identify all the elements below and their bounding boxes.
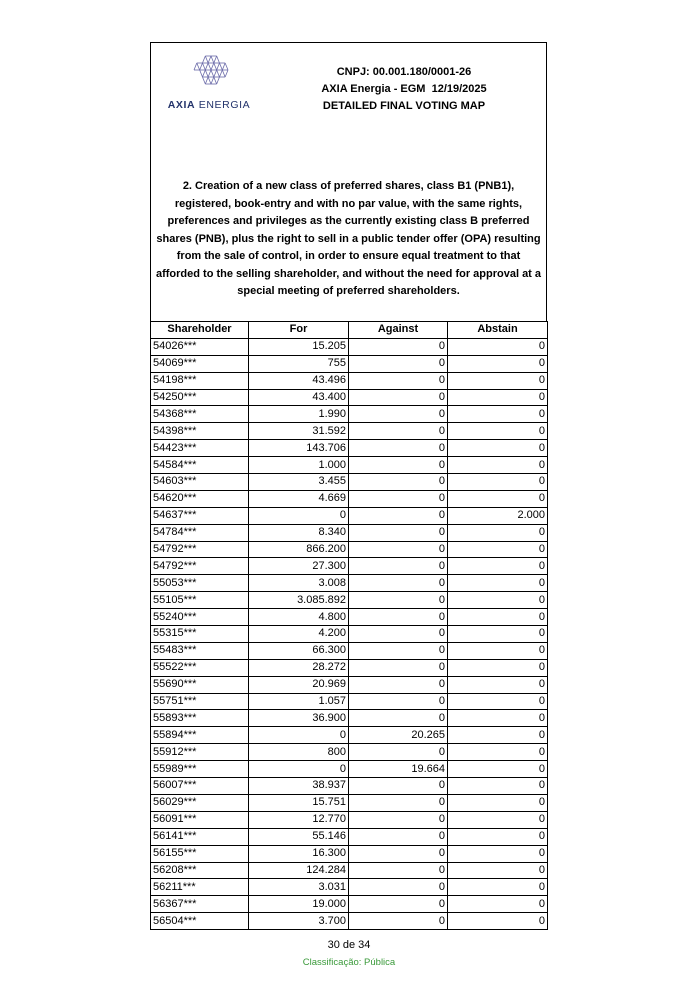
cell-abstain: 0 [448, 642, 548, 659]
table-row [151, 524, 548, 541]
cell-against: 0 [349, 693, 448, 710]
cell-against: 0 [349, 626, 448, 643]
cell-shareholder: 56091*** [151, 811, 249, 828]
cell-against: 0 [349, 845, 448, 862]
cell-for: 0 [249, 727, 349, 744]
cell-abstain: 0 [448, 457, 548, 474]
page-number: 30 de 34 [327, 939, 371, 951]
table-row [151, 474, 548, 491]
table-row [151, 406, 548, 423]
cell-for: 3.700 [249, 913, 349, 930]
globe-mesh-line [202, 56, 205, 63]
table-row [151, 710, 548, 727]
cell-for: 4.669 [249, 490, 349, 507]
cell-for: 38.937 [249, 778, 349, 795]
cell-shareholder: 55053*** [151, 575, 249, 592]
cell-for: 16.300 [249, 845, 349, 862]
voting-map-page [150, 42, 547, 930]
cell-against: 20.265 [349, 727, 448, 744]
table-row [151, 896, 548, 913]
cell-abstain: 0 [448, 913, 548, 930]
table-row [151, 659, 548, 676]
table-row [151, 355, 548, 372]
globe-mesh-line [217, 56, 220, 63]
document-info [279, 64, 529, 115]
cell-for: 15.751 [249, 794, 349, 811]
cell-for: 36.900 [249, 710, 349, 727]
cell-abstain: 0 [448, 372, 548, 389]
cell-for: 43.400 [249, 389, 349, 406]
cell-shareholder: 54423*** [151, 440, 249, 457]
cell-against: 0 [349, 609, 448, 626]
cell-for: 20.969 [249, 676, 349, 693]
cell-for: 19.000 [249, 896, 349, 913]
table-header-row [151, 322, 548, 339]
cell-shareholder: 55751*** [151, 693, 249, 710]
cell-for: 0 [249, 507, 349, 524]
cell-for: 4.800 [249, 609, 349, 626]
cell-against: 0 [349, 575, 448, 592]
column-header-for: For [249, 322, 349, 339]
cell-abstain: 0 [448, 406, 548, 423]
globe-mesh-line [214, 63, 217, 70]
globe-mesh-line [208, 63, 211, 70]
globe-mesh-line [205, 56, 208, 63]
cell-abstain: 0 [448, 659, 548, 676]
table-row [151, 457, 548, 474]
cell-abstain: 0 [448, 626, 548, 643]
globe-mesh-line [211, 63, 214, 70]
cell-shareholder: 54603*** [151, 474, 249, 491]
cell-against: 0 [349, 744, 448, 761]
cell-shareholder: 54250*** [151, 389, 249, 406]
cell-shareholder: 54198*** [151, 372, 249, 389]
table-row [151, 423, 548, 440]
cell-abstain: 0 [448, 676, 548, 693]
globe-mesh-line [208, 56, 211, 63]
cell-against: 0 [349, 913, 448, 930]
globe-mesh-line [222, 70, 225, 77]
globe-mesh-line [200, 70, 203, 77]
cell-against: 0 [349, 406, 448, 423]
table-row [151, 558, 548, 575]
cell-against: 0 [349, 794, 448, 811]
cell-abstain: 0 [448, 727, 548, 744]
cell-against: 0 [349, 389, 448, 406]
globe-mesh-line [202, 63, 205, 70]
table-row [151, 338, 548, 355]
cell-against: 0 [349, 828, 448, 845]
globe-mesh-line [208, 77, 211, 84]
cell-for: 3.031 [249, 879, 349, 896]
cell-shareholder: 54069*** [151, 355, 249, 372]
cell-shareholder: 54792*** [151, 558, 249, 575]
cell-for: 3.085.892 [249, 592, 349, 609]
cell-for: 8.340 [249, 524, 349, 541]
cell-against: 0 [349, 474, 448, 491]
table-row [151, 609, 548, 626]
table-row [151, 507, 548, 524]
table-row [151, 727, 548, 744]
table-row [151, 642, 548, 659]
cnpj-text: CNPJ: 00.001.180/0001-26 [336, 66, 472, 78]
table-row [151, 389, 548, 406]
cell-for: 3.455 [249, 474, 349, 491]
document-header [150, 42, 547, 321]
cell-abstain: 0 [448, 575, 548, 592]
table-row [151, 592, 548, 609]
cell-against: 0 [349, 592, 448, 609]
cell-shareholder: 56367*** [151, 896, 249, 913]
cell-abstain: 0 [448, 778, 548, 795]
globe-mesh-line [205, 70, 208, 77]
cell-against: 0 [349, 879, 448, 896]
globe-mesh-line [225, 70, 228, 77]
axia-energia-logo [163, 51, 255, 113]
table-row [151, 372, 548, 389]
globe-mesh-line [194, 63, 197, 70]
table-row [151, 811, 548, 828]
cell-for: 124.284 [249, 862, 349, 879]
globe-mesh-line [202, 70, 205, 77]
table-body [151, 338, 548, 929]
column-header-shareholder: Shareholder [151, 322, 249, 339]
cell-for: 755 [249, 355, 349, 372]
logo-brand-bold: AXIA [167, 99, 196, 111]
table-row [151, 744, 548, 761]
cell-shareholder: 55240*** [151, 609, 249, 626]
table-row [151, 575, 548, 592]
column-header-abstain: Abstain [448, 322, 548, 339]
cell-abstain: 0 [448, 338, 548, 355]
globe-mesh-icon [187, 51, 231, 91]
cell-abstain: 0 [448, 524, 548, 541]
cell-against: 0 [349, 507, 448, 524]
cell-abstain: 0 [448, 423, 548, 440]
cell-abstain: 0 [448, 490, 548, 507]
globe-mesh-line [205, 77, 208, 84]
globe-mesh-line [217, 70, 220, 77]
cell-shareholder: 54026*** [151, 338, 249, 355]
cell-shareholder: 55483*** [151, 642, 249, 659]
cell-against: 0 [349, 490, 448, 507]
page-footer [0, 938, 698, 970]
cell-shareholder: 56007*** [151, 778, 249, 795]
globe-mesh-line [205, 63, 208, 70]
cell-against: 0 [349, 372, 448, 389]
cell-against: 0 [349, 811, 448, 828]
globe-mesh-line [219, 63, 222, 70]
globe-mesh-line [219, 70, 222, 77]
globe-mesh-line [214, 77, 217, 84]
column-header-against: Against [349, 322, 448, 339]
table-row [151, 794, 548, 811]
globe-mesh-line [200, 63, 203, 70]
cell-against: 0 [349, 423, 448, 440]
table-row [151, 778, 548, 795]
logo-brand-rest: ENERGIA [195, 99, 251, 111]
cell-shareholder: 55989*** [151, 761, 249, 778]
cell-abstain: 0 [448, 389, 548, 406]
cell-abstain: 0 [448, 794, 548, 811]
cell-shareholder: 56504*** [151, 913, 249, 930]
table-row [151, 693, 548, 710]
cell-abstain: 0 [448, 710, 548, 727]
cell-abstain: 0 [448, 828, 548, 845]
globe-mesh-line [211, 70, 214, 77]
cell-abstain: 0 [448, 862, 548, 879]
cell-for: 866.200 [249, 541, 349, 558]
cell-shareholder: 55912*** [151, 744, 249, 761]
table-row [151, 913, 548, 930]
table-row [151, 828, 548, 845]
cell-shareholder: 55315*** [151, 626, 249, 643]
cell-for: 1.057 [249, 693, 349, 710]
cell-for: 66.300 [249, 642, 349, 659]
cell-for: 3.008 [249, 575, 349, 592]
cell-shareholder: 54620*** [151, 490, 249, 507]
cell-abstain: 0 [448, 440, 548, 457]
globe-mesh-line [222, 63, 225, 70]
globe-mesh-line [217, 63, 220, 70]
cell-shareholder: 54368*** [151, 406, 249, 423]
document-title: DETAILED FINAL VOTING MAP [322, 100, 486, 112]
cell-shareholder: 54398*** [151, 423, 249, 440]
cell-against: 0 [349, 440, 448, 457]
cell-for: 1.000 [249, 457, 349, 474]
cell-against: 19.664 [349, 761, 448, 778]
table-row [151, 862, 548, 879]
agenda-item-text: 2. Creation of a new class of preferred shares, class B1 (PNB1), registered, book-entry and with no par value, with the same rights, preferences and privileges as the currently existing class B preferred shares (PNB), plus the right to sell in a public tender offer (OPA) resulting from the sale of control, in order to ensure equal treatment to that afforded to the selling shareholder, and without the need for approval at a special meeting of preferred shareholders. [155, 180, 542, 297]
cell-abstain: 0 [448, 355, 548, 372]
globe-mesh-line [214, 70, 217, 77]
voting-table [150, 321, 548, 930]
cell-for: 12.770 [249, 811, 349, 828]
cell-abstain: 0 [448, 845, 548, 862]
cell-against: 0 [349, 862, 448, 879]
cell-shareholder: 56211*** [151, 879, 249, 896]
cell-for: 55.146 [249, 828, 349, 845]
cell-shareholder: 56029*** [151, 794, 249, 811]
table-row [151, 626, 548, 643]
cell-shareholder: 54584*** [151, 457, 249, 474]
cell-against: 0 [349, 541, 448, 558]
table-row [151, 541, 548, 558]
meeting-text: AXIA Energia - EGM 12/19/2025 [321, 83, 487, 95]
cell-shareholder: 56141*** [151, 828, 249, 845]
cell-for: 43.496 [249, 372, 349, 389]
cell-shareholder: 55893*** [151, 710, 249, 727]
globe-mesh-line [225, 63, 228, 70]
table-row [151, 761, 548, 778]
cell-abstain: 0 [448, 474, 548, 491]
cell-for: 143.706 [249, 440, 349, 457]
globe-mesh-line [197, 63, 200, 70]
table-row [151, 879, 548, 896]
cell-for: 15.205 [249, 338, 349, 355]
cell-abstain: 2.000 [448, 507, 548, 524]
classification-label: Classificação: Pública [302, 957, 396, 968]
cell-for: 4.200 [249, 626, 349, 643]
cell-shareholder: 55690*** [151, 676, 249, 693]
cell-against: 0 [349, 659, 448, 676]
table-row [151, 490, 548, 507]
cell-shareholder: 56155*** [151, 845, 249, 862]
cell-shareholder: 54792*** [151, 541, 249, 558]
cell-shareholder: 55105*** [151, 592, 249, 609]
table-row [151, 845, 548, 862]
cell-against: 0 [349, 676, 448, 693]
cell-for: 27.300 [249, 558, 349, 575]
cell-against: 0 [349, 710, 448, 727]
cell-against: 0 [349, 355, 448, 372]
cell-abstain: 0 [448, 541, 548, 558]
cell-against: 0 [349, 524, 448, 541]
cell-abstain: 0 [448, 693, 548, 710]
cell-against: 0 [349, 338, 448, 355]
cell-shareholder: 54784*** [151, 524, 249, 541]
globe-mesh-line [211, 77, 214, 84]
cell-abstain: 0 [448, 879, 548, 896]
cell-against: 0 [349, 642, 448, 659]
cell-shareholder: 55522*** [151, 659, 249, 676]
cell-shareholder: 54637*** [151, 507, 249, 524]
cell-abstain: 0 [448, 896, 548, 913]
globe-mesh-line [211, 56, 214, 63]
cell-against: 0 [349, 896, 448, 913]
cell-against: 0 [349, 558, 448, 575]
cell-abstain: 0 [448, 744, 548, 761]
cell-for: 31.592 [249, 423, 349, 440]
globe-mesh-line [202, 77, 205, 84]
table-row [151, 440, 548, 457]
cell-for: 0 [249, 761, 349, 778]
cell-abstain: 0 [448, 592, 548, 609]
cell-abstain: 0 [448, 761, 548, 778]
cell-abstain: 0 [448, 558, 548, 575]
globe-mesh-line [214, 56, 217, 63]
cell-abstain: 0 [448, 609, 548, 626]
globe-mesh-line [208, 70, 211, 77]
table-row [151, 676, 548, 693]
cell-against: 0 [349, 778, 448, 795]
cell-for: 1.990 [249, 406, 349, 423]
globe-mesh-line [217, 77, 220, 84]
cell-abstain: 0 [448, 811, 548, 828]
cell-shareholder: 56208*** [151, 862, 249, 879]
cell-for: 28.272 [249, 659, 349, 676]
cell-shareholder: 55894*** [151, 727, 249, 744]
cell-against: 0 [349, 457, 448, 474]
cell-for: 800 [249, 744, 349, 761]
